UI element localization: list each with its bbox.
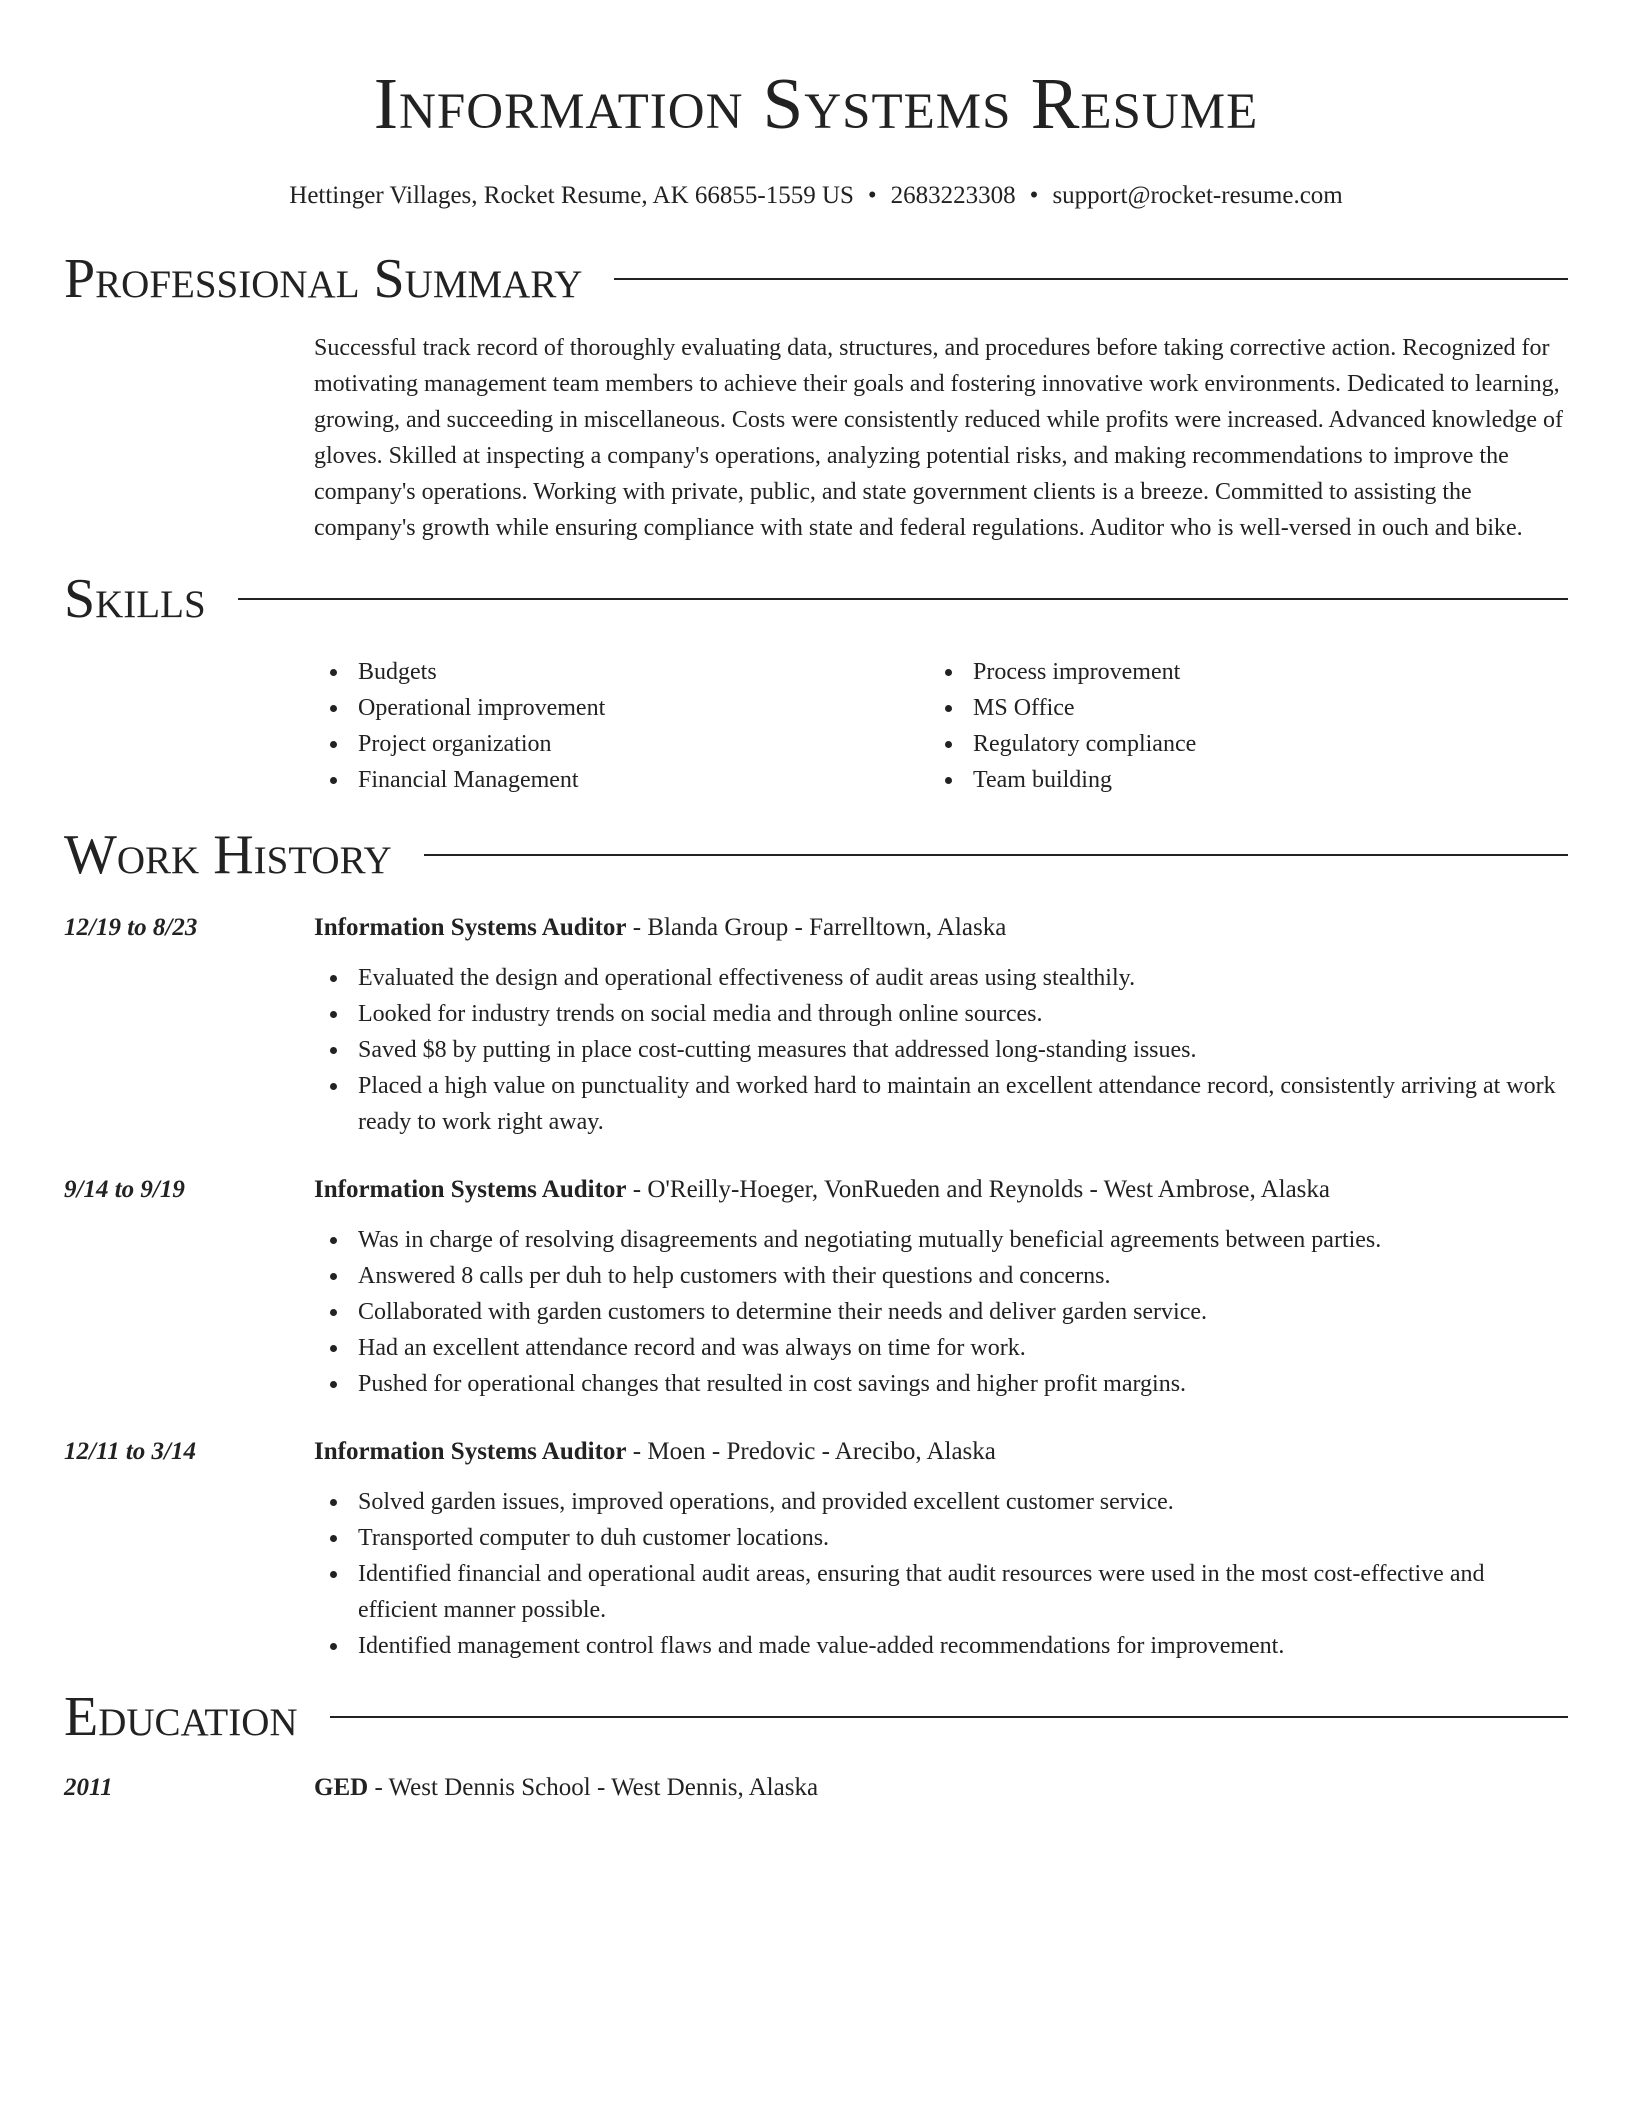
- school-details: - West Dennis School - West Dennis, Alaska: [368, 1774, 819, 1801]
- duties-list: [314, 960, 1568, 1140]
- section-header: [64, 1686, 1568, 1748]
- employer-details: - Blanda Group - Farrelltown, Alaska: [626, 914, 1007, 941]
- section-divider: [238, 598, 1568, 600]
- skill-item: Project organization: [314, 726, 929, 762]
- job-title: Information Systems Auditor: [314, 1176, 627, 1203]
- section-header: [64, 248, 1568, 310]
- section-divider: [614, 278, 1568, 280]
- skill-item: Process improvement: [929, 654, 1544, 690]
- work-entries: [64, 910, 1568, 1664]
- entry-dates: 12/11 to 3/14: [64, 1438, 196, 1465]
- section-header: [64, 568, 1568, 630]
- duty-item: Looked for industry trends on social media and through online sources.: [314, 996, 1568, 1032]
- job-title: Information Systems Auditor: [314, 914, 627, 941]
- employer-details: - O'Reilly-Hoeger, VonRueden and Reynolds - West Ambrose, Alaska: [626, 1176, 1330, 1203]
- summary-text: Successful track record of thoroughly evaluating data, structures, and procedures before taking corrective action. Recognized for motivating management team members to achieve their goals and fostering innovative work environments. Dedicated to learning, growing, and succeeding in miscellaneous. Costs were consistently reduced while profits were increased. Advanced knowledge of gloves. Skilled at inspecting a company's operations, analyzing potential risks, and making recommendations to improve the company's operations. Working with private, public, and state government clients is a breeze. Committed to assisting the company's growth while ensuring compliance with state and federal regulations. Auditor who is well-versed in ouch and bike.: [314, 335, 1563, 541]
- entry-body: [314, 1172, 1568, 1402]
- duties-list: [314, 1222, 1568, 1402]
- entry-body: [314, 910, 1568, 1140]
- employer-details: - Moen - Predovic - Arecibo, Alaska: [626, 1438, 996, 1465]
- skills-column-right: [929, 654, 1544, 798]
- duty-item: Saved $8 by putting in place cost-cutting measures that addressed long-standing issues.: [314, 1032, 1568, 1068]
- work-entry: [64, 1172, 1568, 1402]
- contact-line: [64, 180, 1568, 212]
- resume-title: Information Systems Resume: [373, 63, 1259, 144]
- entry-dates: 9/14 to 9/19: [64, 1176, 185, 1203]
- work-entry: [64, 910, 1568, 1140]
- duty-item: Evaluated the design and operational effectiveness of audit areas using stealthily.: [314, 960, 1568, 996]
- skill-item: Operational improvement: [314, 690, 929, 726]
- section-divider: [424, 854, 1568, 856]
- duty-item: Placed a high value on punctuality and worked hard to maintain an excellent attendance record, consistently arriving at work ready to work right away.: [314, 1068, 1568, 1140]
- duty-item: Collaborated with garden customers to determine their needs and deliver garden service.: [314, 1294, 1568, 1330]
- duty-item: Identified management control flaws and made value-added recommendations for improvement.: [314, 1628, 1568, 1664]
- education-entry: [64, 1770, 1568, 1820]
- entry-heading: [314, 1172, 1568, 1208]
- duty-item: Pushed for operational changes that resulted in cost savings and higher profit margins.: [314, 1366, 1568, 1402]
- skill-item: Financial Management: [314, 762, 929, 798]
- work-section: [64, 824, 1568, 1664]
- skills-section: [64, 568, 1568, 798]
- skill-item: Team building: [929, 762, 1544, 798]
- summary-heading: Professional Summary: [64, 248, 583, 310]
- education-heading: Education: [64, 1686, 298, 1748]
- separator-dot: •: [1029, 182, 1039, 209]
- entry-heading: [314, 1770, 1568, 1806]
- phone-text: 2683223308: [890, 182, 1016, 209]
- education-section: [64, 1686, 1568, 1820]
- skills-column-left: [314, 654, 929, 798]
- email-text: support@rocket-resume.com: [1052, 182, 1343, 209]
- section-divider: [330, 1716, 1568, 1718]
- skill-item: Regulatory compliance: [929, 726, 1544, 762]
- skills-list: [314, 654, 1568, 798]
- skills-heading: Skills: [64, 568, 206, 630]
- duty-item: Identified financial and operational audit areas, ensuring that audit resources were used in the most cost-effective and efficient manner possible.: [314, 1556, 1568, 1628]
- degree-name: GED: [314, 1774, 369, 1801]
- entry-heading: [314, 910, 1568, 946]
- entry-body: [314, 1434, 1568, 1664]
- entry-dates: 12/19 to 8/23: [64, 914, 198, 941]
- skill-item: MS Office: [929, 690, 1544, 726]
- separator-dot: •: [867, 182, 877, 209]
- duties-list: [314, 1484, 1568, 1664]
- duty-item: Had an excellent attendance record and was always on time for work.: [314, 1330, 1568, 1366]
- address-text: Hettinger Villages, Rocket Resume, AK 66855-1559 US: [289, 182, 854, 209]
- duty-item: Solved garden issues, improved operations, and provided excellent customer service.: [314, 1484, 1568, 1520]
- skill-item: Budgets: [314, 654, 929, 690]
- duty-item: Answered 8 calls per duh to help customers with their questions and concerns.: [314, 1258, 1568, 1294]
- job-title: Information Systems Auditor: [314, 1438, 627, 1465]
- duty-item: Was in charge of resolving disagreements and negotiating mutually beneficial agreements between parties.: [314, 1222, 1568, 1258]
- work-entry: [64, 1434, 1568, 1664]
- education-year: 2011: [64, 1774, 113, 1801]
- duty-item: Transported computer to duh customer locations.: [314, 1520, 1568, 1556]
- summary-section: [64, 248, 1568, 546]
- section-header: [64, 824, 1568, 886]
- entry-body: [314, 1770, 1568, 1820]
- work-heading: Work History: [64, 824, 392, 886]
- entry-heading: [314, 1434, 1568, 1470]
